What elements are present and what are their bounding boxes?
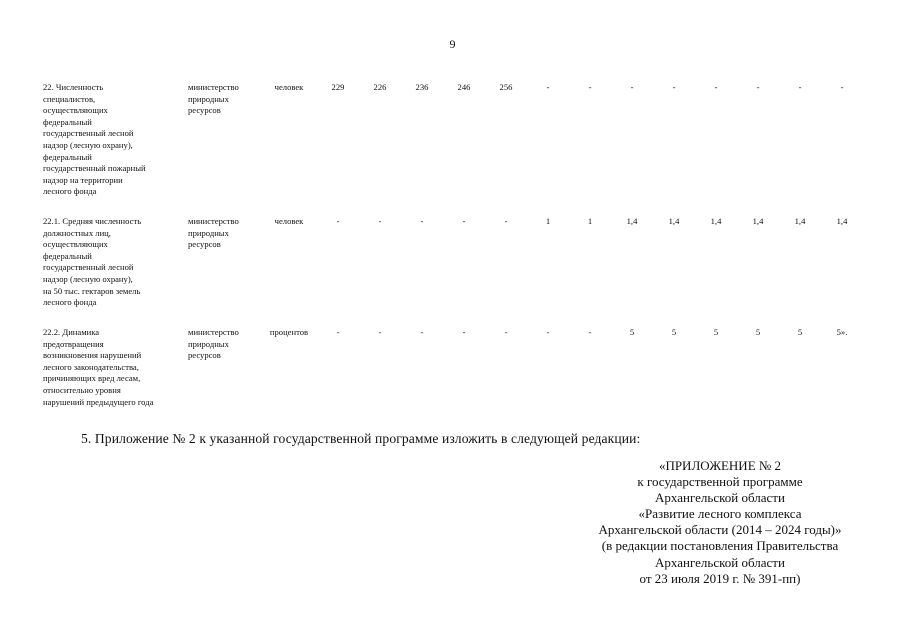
table-row [0,82,905,212]
value-cell: - [378,216,382,226]
value-cell: - [504,216,508,226]
indicator-name: 22. Численность специалистов, осуществляющих федеральный государственный лесной надзор (лесную охрану), федеральный государственный пожарный надзор на территории лесного фонда [43,82,146,197]
value-cell: 1,4 [752,216,764,226]
value-cell: 1,4 [836,216,848,226]
value-cell: - [588,82,592,92]
value-cell: - [336,327,340,337]
value-cell: 1,4 [626,216,638,226]
appendix-line: Архангельской области (2014 – 2024 годы)» [598,522,842,538]
appendix-line: от 23 июля 2019 г. № 391-пп) [639,570,801,586]
appendix-line: Архангельской области [655,490,785,506]
amendment-paragraph: 5. Приложение № 2 к указанной государственной программе изложить в следующей редакции: [81,431,641,446]
value-cell: - [546,327,550,337]
unit: человек [274,82,304,92]
value-cell: - [546,82,550,92]
value-cell: - [588,327,592,337]
value-cell: 5 [797,327,803,337]
value-cell: 1,4 [668,216,680,226]
value-cell: - [840,82,844,92]
value-cell: - [672,82,676,92]
appendix-line: (в редакции постановления Правительства [601,538,839,554]
value-cell: - [630,82,634,92]
indicator-name: 22.1. Средняя численность должностных лиц, осуществляющих федеральный государственный лесной надзор (лесную охрану), на 50 тыс. гектаров земель лесного фонда [43,216,142,308]
value-cell: - [462,216,466,226]
value-cell: - [798,82,802,92]
value-cell: - [504,327,508,337]
value-cell: 5 [629,327,635,337]
value-cell: 226 [373,82,387,92]
value-cell: - [714,82,718,92]
value-cell: - [420,327,424,337]
value-cell: 236 [415,82,429,92]
value-cell: - [336,216,340,226]
value-cell: - [462,327,466,337]
page-number: 9 [449,37,456,51]
value-cell: 1,4 [794,216,806,226]
appendix-line: Архангельской области [655,554,785,570]
value-cell: - [756,82,760,92]
value-cell: 1,4 [710,216,722,226]
unit: процентов [269,327,309,337]
executor: министерство природных ресурсов [188,216,239,250]
value-cell: 229 [331,82,345,92]
unit: человек [274,216,304,226]
table-row [0,216,905,320]
indicator-name: 22.2. Динамика предотвращения возникновения нарушений лесного законодательства, причиняющих вред лесам, относительно уровня нарушений предыдущего года [43,327,154,407]
value-cell: 5 [713,327,719,337]
value-cell: 5 [671,327,677,337]
value-cell: 1 [545,216,551,226]
appendix-line: «Развитие лесного комплекса [638,506,802,522]
value-cell: 256 [499,82,513,92]
executor: министерство природных ресурсов [188,82,239,116]
value-cell: - [378,327,382,337]
value-cell: 5 [755,327,761,337]
value-cell: 246 [457,82,471,92]
table-row [0,327,905,417]
appendix-line: к государственной программе [637,474,803,490]
executor: министерство природных ресурсов [188,327,239,361]
appendix-line: «ПРИЛОЖЕНИЕ № 2 [658,458,782,473]
value-cell: 1 [587,216,593,226]
value-cell: 5». [836,327,848,337]
appendix-header [560,458,880,587]
value-cell: - [420,216,424,226]
